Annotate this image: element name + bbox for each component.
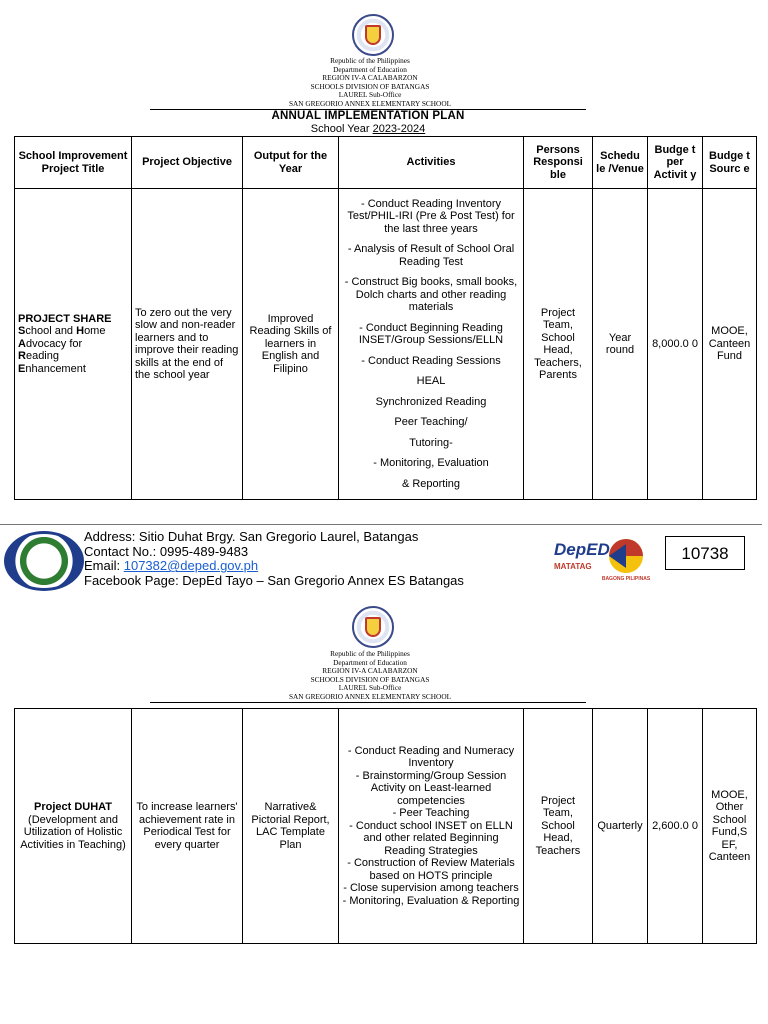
persons-cell: Project Team, School Head, Teachers xyxy=(524,709,593,944)
activity-item: HEAL xyxy=(416,375,446,388)
activity-item: - Conduct school INSET on ELLN and other related Beginning Reading Strategies xyxy=(349,819,513,857)
letterhead xyxy=(150,650,590,702)
footer-contact xyxy=(84,530,464,588)
letterhead-line: SAN GREGORIO ANNEX ELEMENTARY SCHOOL xyxy=(288,691,452,701)
budget-source-cell: MOOE, Canteen Fund xyxy=(703,189,757,500)
schedule-cell: Year round xyxy=(593,189,648,500)
plan-table-page2 xyxy=(14,708,757,944)
budget-cell: 8,000.0 0 xyxy=(648,189,703,500)
table-row xyxy=(15,709,757,944)
column-header: Budge t per Activit y xyxy=(648,137,703,189)
project-title-cell: Project DUHAT (Development and Utilization of Holistic Activities in Teaching) xyxy=(15,709,132,944)
letterhead-line: SCHOOLS DIVISION OF BATANGAS xyxy=(310,674,430,684)
email-line: Email: 107382@deped.gov.ph xyxy=(84,558,259,574)
budget-cell: 2,600.0 0 xyxy=(648,709,703,944)
deped-seal-icon xyxy=(352,14,394,56)
activity-item: - Analysis of Result of School Oral Reading Test xyxy=(347,243,515,268)
activity-item: - Conduct Beginning Reading INSET/Group Sessions/ELLN xyxy=(358,321,504,347)
deped-seal-icon xyxy=(352,606,394,648)
header-rule xyxy=(150,702,586,703)
project-title-cell: PROJECT SHARE School and Home Advocacy for Reading Enhancement xyxy=(15,189,132,500)
schedule-cell: Quarterly xyxy=(593,709,648,944)
letterhead xyxy=(150,57,590,109)
activity-item: & Reporting xyxy=(401,477,461,490)
school-year: School Year 2023-2024 xyxy=(310,123,426,135)
activity-item: Synchronized Reading xyxy=(375,395,487,408)
activities-cell xyxy=(339,709,524,944)
matatag-logo: MATATAG xyxy=(554,562,592,571)
table-header-row xyxy=(15,137,757,189)
table-row xyxy=(15,189,757,500)
school-year-value: 2023-2024 xyxy=(372,123,426,135)
activity-item: - Peer Teaching xyxy=(392,807,470,820)
budget-source-cell: MOOE, Other School Fund,S EF, Canteen xyxy=(703,709,757,944)
column-header: Output for the Year xyxy=(243,137,339,189)
activity-item: - Construct Big books, small books, Dolch charts and other reading materials xyxy=(344,276,518,314)
letterhead-line: REGION IV-A CALABARZON xyxy=(322,666,418,676)
activity-item: - Brainstorming/Group Session Activity on Least-learned competencies xyxy=(355,769,507,807)
letterhead-line: Republic of the Philippines xyxy=(330,56,410,65)
activity-item: Peer Teaching/ xyxy=(394,416,468,429)
activity-item: - Conduct Reading and Numeracy Inventory xyxy=(347,744,515,770)
school-logo-icon xyxy=(4,531,84,591)
activity-item: - Monitoring, Evaluation & Reporting xyxy=(342,894,520,907)
activity-item: - Construction of Review Materials based on HOTS principle xyxy=(347,857,515,882)
deped-logo: DepED xyxy=(554,540,610,559)
address-line: Address: Sitio Duhat Brgy. San Gregorio Laurel, Batangas xyxy=(84,529,419,544)
objective-cell: To zero out the very slow and non-reader learners and to improve their reading skills at the end of the school year xyxy=(132,189,243,500)
letterhead-line: Department of Education xyxy=(333,657,407,667)
letterhead-line: SCHOOLS DIVISION OF BATANGAS xyxy=(310,81,430,91)
letterhead-line: SAN GREGORIO ANNEX ELEMENTARY SCHOOL xyxy=(288,98,452,108)
plan-table-page1 xyxy=(14,136,757,500)
footer-divider xyxy=(0,524,762,525)
svg-text:BAGONG PILIPINAS: BAGONG PILIPINAS xyxy=(601,576,651,582)
contact-line: Contact No.: 0995-489-9483 xyxy=(84,543,249,559)
column-header: Activities xyxy=(339,137,524,189)
activities-cell xyxy=(339,189,524,500)
output-cell: Improved Reading Skills of learners in English and Filipino xyxy=(243,189,339,500)
column-header: Budge t Sourc e xyxy=(703,137,757,189)
column-header: School Improvement Project Title xyxy=(15,137,132,189)
letterhead-line: Republic of the Philippines xyxy=(330,649,410,658)
column-header: Persons Responsi ble xyxy=(524,137,593,189)
activity-item: - Conduct Reading Sessions xyxy=(361,354,501,367)
school-id-box: 10738 xyxy=(665,536,745,570)
bagong-pilipinas-logo-icon xyxy=(597,536,655,584)
output-cell: Narrative& Pictorial Report, LAC Template Plan xyxy=(243,709,339,944)
activity-item: - Close supervision among teachers xyxy=(343,882,519,895)
column-header: Project Objective xyxy=(132,137,243,189)
column-header: Schedu le /Venue xyxy=(593,137,648,189)
letterhead-line: LAUREL Sub-Office xyxy=(338,683,402,693)
letterhead-line: REGION IV-A CALABARZON xyxy=(322,73,418,83)
facebook-line: Facebook Page: DepEd Tayo – San Gregorio Annex ES Batangas xyxy=(84,572,464,588)
persons-cell: Project Team, School Head, Teachers, Parents xyxy=(524,189,593,500)
objective-cell: To increase learners' achievement rate in Periodical Test for every quarter xyxy=(132,709,243,944)
letterhead-line: LAUREL Sub-Office xyxy=(338,90,402,100)
email-link[interactable]: 107382@deped.gov.ph xyxy=(123,558,259,574)
activity-item: Tutoring- xyxy=(409,436,453,449)
activity-item: - Conduct Reading Inventory Test/PHIL-IRI (Pre & Post Test) for the last three years xyxy=(347,197,515,235)
activity-item: - Monitoring, Evaluation xyxy=(373,457,489,470)
letterhead-line: Department of Education xyxy=(333,64,407,74)
document-title: ANNUAL IMPLEMENTATION PLAN xyxy=(271,110,465,122)
